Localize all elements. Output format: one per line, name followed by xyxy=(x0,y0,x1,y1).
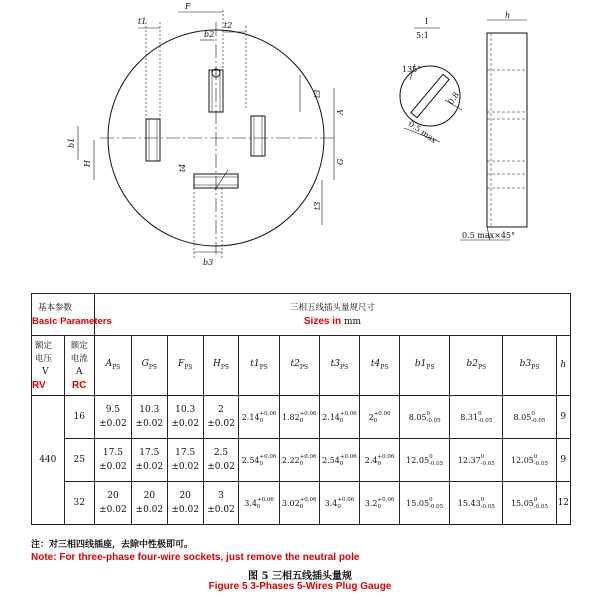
table-row xyxy=(32,439,571,482)
col-rated-voltage xyxy=(32,336,65,396)
cell-b1: 12.05 0 -0.05 xyxy=(400,439,450,482)
header-sizes xyxy=(94,294,570,336)
cell-t4: 2 +0.06 0 xyxy=(360,396,400,439)
cell-current: 25 xyxy=(64,439,94,482)
table-row xyxy=(32,396,571,439)
basic-params-en: Basic Parameters xyxy=(32,315,112,327)
detail-angle: 135° xyxy=(402,65,422,74)
rv-unit: V xyxy=(42,366,49,377)
dim-label-t4: t4 xyxy=(178,163,187,172)
cell-t4: 2.4 +0.06 0 xyxy=(360,439,400,482)
detail-dim-0-5max: 0.5 max xyxy=(406,119,439,146)
rc-cn: 额定电流 xyxy=(70,340,88,364)
cell-h: 9 xyxy=(556,396,570,439)
dim-label-t1: t1 xyxy=(138,17,147,26)
cell-h: 3 ±0.02 xyxy=(203,482,239,525)
cell-b2: 15.43 0 -0.05 xyxy=(450,482,503,525)
cell-h: 2.5 ±0.02 xyxy=(203,439,239,482)
cell-b3: 8.05 0 -0.05 xyxy=(503,396,556,439)
sizes-unit: mm xyxy=(344,316,362,327)
basic-params-cn: 基本参数 xyxy=(38,302,73,313)
note-en: Note: For three-phase four-wire sockets, just remove the neutral pole xyxy=(31,552,360,563)
cell-g: 17.5 ±0.02 xyxy=(131,439,167,482)
col-b1: $b1_{PS}$ xyxy=(400,336,450,396)
dim-label-b2: b2 xyxy=(204,30,215,39)
cell-g: 20 ±0.02 xyxy=(131,482,167,525)
table-row xyxy=(32,482,571,525)
cell-current: 32 xyxy=(64,482,94,525)
cell-t3: 2.14 +0.06 0 xyxy=(319,396,359,439)
cell-f: 10.3 ±0.02 xyxy=(167,396,203,439)
sizes-en: Sizes in xyxy=(303,315,342,327)
side-view-h-label: h xyxy=(505,11,511,20)
cell-a: 17.5 ±0.02 xyxy=(94,439,131,482)
rv-cn: 额定电压 xyxy=(35,340,53,364)
figure-caption-en: Figure 5 3-Phases 5-Wires Plug Gauge xyxy=(208,581,392,592)
dim-label-t3: t3 xyxy=(313,89,322,98)
side-view xyxy=(460,20,527,240)
rc-unit: A xyxy=(76,366,83,377)
cell-b2: 12.37 0 -0.05 xyxy=(450,439,503,482)
note-cn: 注：对三相四线插座，去除中性极即可。 xyxy=(31,540,194,550)
rv-en: RV xyxy=(32,379,46,391)
cell-t2: 3.02 +0.06 0 xyxy=(279,482,319,525)
cell-b1: 8.05 0 -0.05 xyxy=(400,396,450,439)
dim-label-t3b: t3 xyxy=(313,201,322,210)
dimension-lines xyxy=(78,10,334,258)
col-a: $A_{PS}$ xyxy=(94,336,131,396)
cell-h: 2 ±0.02 xyxy=(203,396,239,439)
cell-t3: 2.54 +0.06 0 xyxy=(319,439,359,482)
col-f: $F_{PS}$ xyxy=(167,336,203,396)
dim-label-a: A xyxy=(336,109,345,115)
sizes-cn: 三相五线插头量规尺寸 xyxy=(289,302,375,313)
cell-t2: 2.22 +0.06 0 xyxy=(279,439,319,482)
cell-b2: 8.31 0 -0.05 xyxy=(450,396,503,439)
col-t3: $t3_{PS}$ xyxy=(319,336,359,396)
cell-h: 12 xyxy=(556,482,570,525)
dim-label-g: G xyxy=(336,158,345,165)
col-t1: $t1_{PS}$ xyxy=(239,336,279,396)
dim-label-t2: t2 xyxy=(224,21,233,30)
cell-t3: 3.4 +0.06 0 xyxy=(319,482,359,525)
cell-t2: 1.82 +0.06 0 xyxy=(279,396,319,439)
column-header-row xyxy=(32,336,571,396)
col-h-thickness: h xyxy=(556,336,570,396)
scale-denominator: 5:1 xyxy=(416,31,429,40)
col-t2: $t2_{PS}$ xyxy=(279,336,319,396)
chamfer-label: 0.5 max×45° xyxy=(462,231,516,240)
cell-t1: 2.14 +0.06 0 xyxy=(239,396,279,439)
rc-en: RC xyxy=(72,379,87,391)
cell-f: 17.5 ±0.02 xyxy=(167,439,203,482)
dim-label-b1: b1 xyxy=(67,137,76,148)
dimension-table xyxy=(31,293,571,525)
detail-dim-0-8: 0.8 xyxy=(446,90,461,107)
cell-b3: 15.05 0 -0.05 xyxy=(503,482,556,525)
col-b3: $b3_{PS}$ xyxy=(503,336,556,396)
scale-numerator: I xyxy=(425,17,429,26)
cell-b3: 12.05 0 -0.05 xyxy=(503,439,556,482)
figure-caption-cn: 图 5 三相五线插头量规 xyxy=(248,571,352,582)
col-b2: $b2_{PS}$ xyxy=(450,336,503,396)
cell-g: 10.3 ±0.02 xyxy=(131,396,167,439)
header-basic-params xyxy=(32,294,112,336)
cell-f: 20 ±0.02 xyxy=(167,482,203,525)
cell-a: 20 ±0.02 xyxy=(94,482,131,525)
col-t4: $t4_{PS}$ xyxy=(360,336,400,396)
cell-t1: 2.54 +0.06 0 xyxy=(239,439,279,482)
dim-label-f: F xyxy=(185,2,191,11)
slot-right xyxy=(251,116,265,156)
dim-label-h: H xyxy=(83,160,92,167)
cell-t1: 3.4 +0.06 0 xyxy=(239,482,279,525)
cell-b1: 15.05 0 -0.05 xyxy=(400,482,450,525)
dim-label-b3: b3 xyxy=(203,258,214,267)
col-h: $H_{PS}$ xyxy=(203,336,239,396)
col-g: $G_{PS}$ xyxy=(131,336,167,396)
cell-t4: 3.2 +0.06 0 xyxy=(360,482,400,525)
cell-current: 16 xyxy=(64,396,94,439)
cell-voltage: 440 xyxy=(32,396,65,525)
cell-h: 9 xyxy=(556,439,570,482)
slot-left xyxy=(146,119,160,161)
technical-drawing xyxy=(0,0,600,275)
cell-a: 9.5 ±0.02 xyxy=(94,396,131,439)
col-rated-current xyxy=(64,336,94,396)
